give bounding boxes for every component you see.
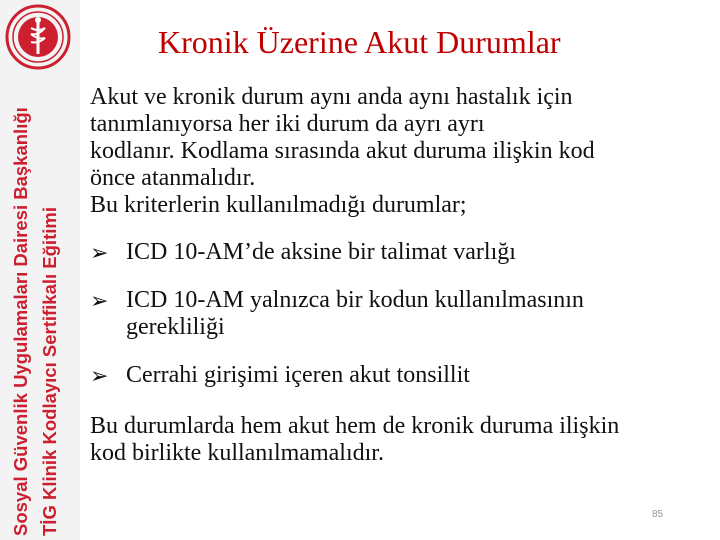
intro-line: önce atanmalıdır.	[90, 165, 256, 191]
page-number: 85	[652, 509, 664, 520]
sidebar-vertical-text	[6, 76, 64, 536]
bullet-item	[90, 239, 710, 266]
closing-line: Bu durumlarda hem akut hem de kronik duruma ilişkin	[90, 413, 620, 439]
closing-paragraph	[90, 413, 710, 467]
arrow-bullet-icon: ➢	[90, 241, 109, 266]
slide-body	[90, 84, 710, 467]
bullet-text: Cerrahi girişimi içeren akut tonsillit	[126, 362, 470, 388]
bullet-item	[90, 362, 710, 389]
sidebar-branding	[0, 0, 80, 540]
intro-line: Bu kriterlerin kullanılmadığı durumlar;	[90, 192, 467, 218]
intro-line: Akut ve kronik durum aynı anda aynı hastalık için	[90, 84, 573, 110]
bullet-text: ICD 10-AM yalnızca bir kodun kullanılmasının	[126, 287, 584, 313]
bullet-text: gerekliliği	[126, 314, 225, 340]
bullet-item	[90, 287, 710, 341]
slide-title: Kronik Üzerine Akut Durumlar	[158, 24, 561, 60]
arrow-bullet-icon: ➢	[90, 289, 109, 314]
sidebar-line-1: Sosyal Güvenlik Uygulamaları Dairesi Başkanlığı	[10, 107, 31, 536]
sidebar-line-2: TİG Klinik Kodlayıcı Sertifikalı Eğitimi	[39, 207, 60, 536]
intro-line: kodlanır. Kodlama sırasında akut duruma ilişkin kod	[90, 138, 595, 164]
arrow-bullet-icon: ➢	[90, 364, 109, 389]
intro-line: tanımlanıyorsa her iki durum da ayrı ayrı	[90, 111, 485, 137]
ministry-emblem-icon	[5, 4, 71, 70]
bullet-text: ICD 10-AM’de aksine bir talimat varlığı	[126, 239, 516, 265]
closing-line: kod birlikte kullanılmamalıdır.	[90, 440, 384, 466]
